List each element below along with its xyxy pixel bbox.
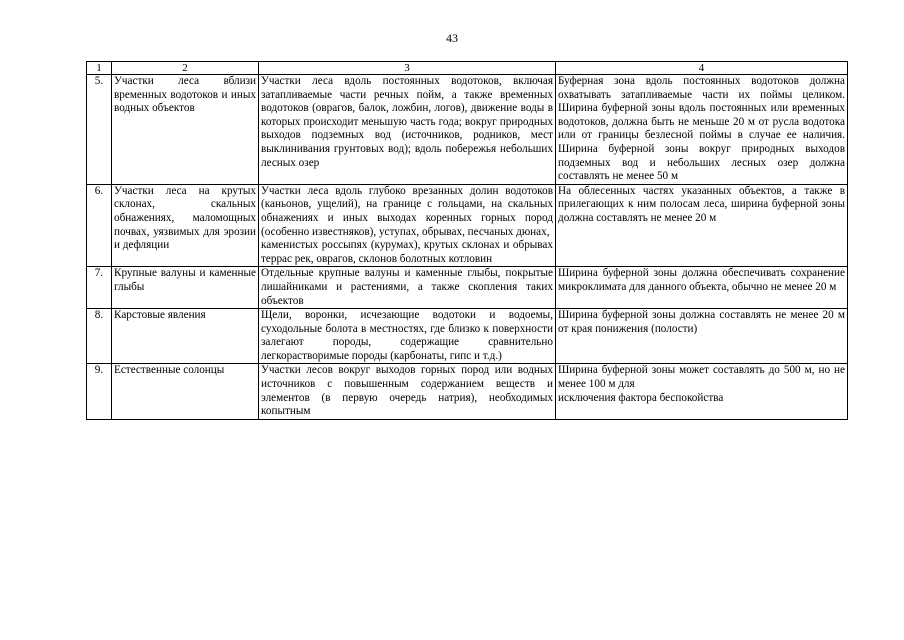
zone-part-1: Ширина буферной зоны может составлять до 500 м, но не менее 100 м для [558,364,845,391]
object-description: Участки леса вдоль постоянных водотоков, включая затапливаемые части речных пойм, а также временных водотоков (оврагов, балок, ложбин, логов), движение воды в которых происходит меньшую часть года; вокруг природных выходов подземных вод (источников, родников, мест выклинивания грунтовых вод); вдоль побережья небольших лесных озер [259,75,556,185]
buffer-zone-requirement: На облесенных частях указанных объектов, а также в прилегающих к ним полосам леса, ширина буферной зоны должна составлять не менее 20 м [556,184,848,267]
column-header-4: 4 [556,62,848,75]
object-description: Отдельные крупные валуны и каменные глыбы, покрытые лишайниками и растениями, а также скопления таких объектов [259,267,556,309]
table-row [87,309,848,364]
object-description: Участки лесов вокруг выходов горных пород или водных источников с повышенным содержанием веществ и элементов (в первую очередь натрия), необходимых копытным [259,364,556,419]
object-name: Крупные валуны и каменные глыбы [112,267,259,309]
buffer-zone-requirement: Ширина буферной зоны должна обеспечивать сохранение микроклимата для данного объекта, обычно не менее 20 м [556,267,848,309]
object-description [259,184,556,267]
buffer-zone-requirement [556,364,848,419]
row-number: 8. [87,309,112,364]
table-row [87,75,848,185]
row-number: 5. [87,75,112,185]
row-number: 9. [87,364,112,419]
table-row [87,267,848,309]
column-header-1: 1 [87,62,112,75]
column-header-2: 2 [112,62,259,75]
row-number: 7. [87,267,112,309]
object-description: Щели, воронки, исчезающие водотоки и водоемы, суходольные болота в местностях, где близко к поверхности залегают породы, содержащие сравнительно легкорастворимые породы (карбонаты, гипс и т.д.) [259,309,556,364]
object-name: Участки леса на крутых склонах, скальных обнажениях, маломощных почвах, уязвимых для эрозии и дефляции [112,184,259,267]
description-part-1: Участки леса вдоль глубоко врезанных долин водотоков (каньонов, ущелий), на границе с гольцами, на скальных обнажениях и иных выходах коренных горных пород (особенно известняков), уступах, обрывах, песчаных дюнах, [261,184,553,238]
table-row [87,364,848,419]
table-header-row [87,62,848,75]
object-name: Участки леса вблизи временных водотоков и иных водных объектов [112,75,259,185]
buffer-zone-requirement: Буферная зона вдоль постоянных водотоков должна охватывать затапливаемые части их поймы целиком. Ширина буферной зоны вдоль постоянных или временных водотоков, должна быть не меньше 20 м от русла водотока или от границы безлесной поймы в случае ее наличия. Ширина буферной зоны вокруг природных выходов подземных вод и небольших лесных озер должна составлять не менее 50 м [556,75,848,185]
buffer-zone-requirement: Ширина буферной зоны должна составлять не менее 20 м от края понижения (полости) [556,309,848,364]
column-header-3: 3 [259,62,556,75]
description-part-2: каменистых россыпях (курумах), крутых склонах и обрывах террас рек, оврагов, склонов болотных котловин [261,239,553,265]
buffer-zone-table [86,61,848,420]
page-number: 43 [446,31,458,45]
row-number: 6. [87,184,112,267]
object-name: Карстовые явления [112,309,259,364]
table-row [87,184,848,267]
object-name: Естественные солонцы [112,364,259,419]
zone-part-2: исключения фактора беспокойства [558,391,724,404]
